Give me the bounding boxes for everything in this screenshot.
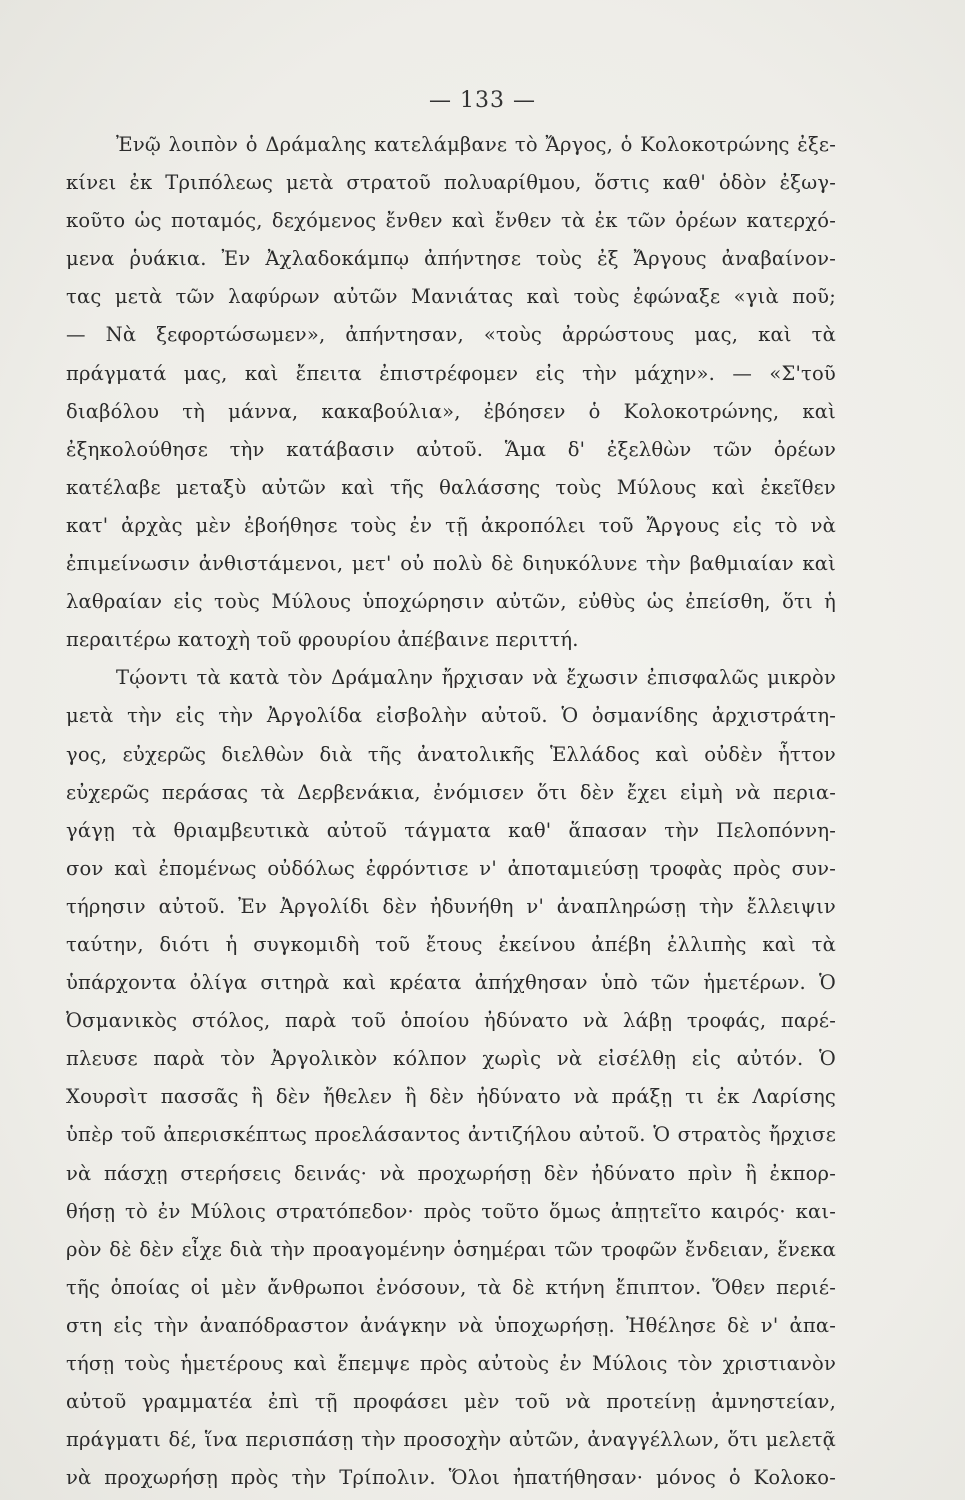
text-line: ἐξηκολούθησε τὴν κατάβασιν αὐτοῦ. Ἅμα δ' ἐξελθὼν τῶν ὀρέων bbox=[66, 437, 836, 461]
text-line: Τῴοντι τὰ κατὰ τὸν Δράμαλην ἤρχισαν νὰ ἔχωσιν ἐπισφαλῶς μικρὸν bbox=[116, 666, 836, 690]
text-line: νὰ πάσχῃ στερήσεις δεινάς· νὰ προχωρήσῃ δὲν ἠδύνατο πρὶν ἢ ἐκπορ- bbox=[66, 1161, 836, 1185]
text-line: ὑπάρχοντα ὀλίγα σιτηρὰ καὶ κρέατα ἀπήχθησαν ὑπὸ τῶν ἡμετέρων. Ὁ bbox=[66, 971, 836, 995]
text-line: διαβόλου τὴ μάννα, κακαβούλια», ἐβόησεν ὁ Κολοκοτρώνης, καὶ bbox=[66, 399, 836, 423]
text-line: στη εἰς τὴν ἀναπόδραστον ἀνάγκην νὰ ὑποχωρήσῃ. Ἠθέλησε δὲ ν' ἀπα- bbox=[66, 1313, 836, 1337]
text-line: λαθραίαν εἰς τοὺς Μύλους ὑποχώρησιν αὐτῶν, εὐθὺς ὡς ἐπείσθη, ὅτι ἡ bbox=[66, 590, 836, 614]
text-line: σον καὶ ἐπομένως οὐδόλως ἐφρόντισε ν' ἀποταμιεύσῃ τροφὰς πρὸς συν- bbox=[66, 856, 836, 880]
text-line: πράγματι δέ, ἵνα περισπάσῃ τὴν προσοχὴν αὐτῶν, ἀναγγέλλων, ὅτι μελετᾷ bbox=[66, 1428, 836, 1452]
text-line: ἐπιμείνωσιν ἀνθιστάμενοι, μετ' οὐ πολὺ δὲ διηυκόλυνε τὴν βαθμιαίαν καὶ bbox=[66, 552, 836, 576]
text-line: ὑπὲρ τοῦ ἀπερισκέπτως προελάσαντος ἀντιζήλου αὐτοῦ. Ὁ στρατὸς ἤρχισε bbox=[66, 1123, 836, 1147]
text-line: τήρησιν αὐτοῦ. Ἐν Ἀργολίδι δὲν ἠδυνήθη ν' ἀναπληρώσῃ τὴν ἔλλειψιν bbox=[66, 894, 836, 918]
text-line: θήσῃ τὸ ἐν Μύλοις στρατόπεδον· πρὸς τοῦτο ὅμως ἀπῃτεῖτο καιρός· και- bbox=[66, 1199, 836, 1223]
body-text bbox=[66, 126, 836, 1497]
text-line: τας μετὰ τῶν λαφύρων αὐτῶν Μανιάτας καὶ τοὺς ἐφώναξε «γιὰ ποῦ; bbox=[66, 285, 836, 309]
text-line: κίνει ἐκ Τριπόλεως μετὰ στρατοῦ πολυαρίθμου, ὅστις καθ' ὁδὸν ἐξωγ- bbox=[66, 171, 836, 195]
text-line: τήσῃ τοὺς ἡμετέρους καὶ ἔπεμψε πρὸς αὐτοὺς ἐν Μύλοις τὸν χριστιανὸν bbox=[66, 1352, 836, 1375]
text-line: νὰ προχωρήσῃ πρὸς τὴν Τρίπολιν. Ὅλοι ἠπατήθησαν· μόνος ὁ Κολοκο- bbox=[66, 1466, 836, 1490]
text-line: Ὀσμανικὸς στόλος, παρὰ τοῦ ὁποίου ἠδύνατο νὰ λάβῃ τροφάς, παρέ- bbox=[66, 1009, 836, 1033]
text-line: ρὸν δὲ δὲν εἶχε διὰ τὴν προαγομένην ὁσημέραι τῶν τροφῶν ἔνδειαν, ἕνεκα bbox=[66, 1237, 836, 1261]
text-line: γάγῃ τὰ θριαμβευτικὰ αὐτοῦ τάγματα καθ' ἅπασαν τὴν Πελοπόννη- bbox=[66, 818, 836, 842]
text-line: — Νὰ ξεφορτώσωμεν», ἀπήντησαν, «τοὺς ἀρρώστους μας, καὶ τὰ bbox=[66, 323, 836, 347]
text-line: ταύτην, διότι ἡ συγκομιδὴ τοῦ ἔτους ἐκείνου ἀπέβη ἐλλιπὴς καὶ τὰ bbox=[66, 932, 836, 956]
text-line: μενα ῥυάκια. Ἐν Ἀχλαδοκάμπῳ ἀπήντησε τοὺς ἐξ Ἄργους ἀναβαίνον- bbox=[66, 247, 836, 271]
text-line: τῆς ὁποίας οἱ μὲν ἄνθρωποι ἐνόσουν, τὰ δὲ κτήνη ἔπιπτον. Ὅθεν περιέ- bbox=[66, 1275, 836, 1299]
text-line: κοῦτο ὡς ποταμός, δεχόμενος ἔνθεν καὶ ἔνθεν τὰ ἐκ τῶν ὀρέων κατερχό- bbox=[66, 209, 836, 233]
text-line: γος, εὐχερῶς διελθὼν διὰ τῆς ἀνατολικῆς Ἑλλάδος καὶ οὐδὲν ἧττον bbox=[66, 742, 836, 766]
text-line: πλευσε παρὰ τὸν Ἀργολικὸν κόλπον χωρὶς νὰ εἰσέλθῃ εἰς αὐτόν. Ὁ bbox=[66, 1047, 836, 1071]
text-line: περαιτέρω κατοχὴ τοῦ φρουρίου ἀπέβαινε περιττή. bbox=[66, 628, 579, 652]
text-line: κατ' ἀρχὰς μὲν ἐβοήθησε τοὺς ἐν τῇ ἀκροπόλει τοῦ Ἄργους εἰς τὸ νὰ bbox=[66, 513, 836, 537]
text-line: Ἐνῷ λοιπὸν ὁ Δράμαλης κατελάμβανε τὸ Ἄργος, ὁ Κολοκοτρώνης ἐξε- bbox=[116, 133, 836, 156]
text-line: κατέλαβε μεταξὺ αὐτῶν καὶ τῆς θαλάσσης τοὺς Μύλους καὶ ἐκεῖθεν bbox=[66, 475, 836, 499]
text-line: αὐτοῦ γραμματέα ἐπὶ τῇ προφάσει μὲν τοῦ νὰ προτείνῃ ἀμνηστείαν, bbox=[66, 1390, 836, 1414]
text-line: πράγματά μας, καὶ ἔπειτα ἐπιστρέφομεν εἰς τὴν μάχην». — «Σ'τοῦ bbox=[66, 361, 836, 385]
text-line: εὐχερῶς περάσας τὰ Δερβενάκια, ἐνόμισεν ὅτι δὲν ἔχει εἰμὴ νὰ περια- bbox=[66, 780, 836, 804]
text-line: μετὰ τὴν εἰς τὴν Ἀργολίδα εἰσβολὴν αὐτοῦ. Ὁ ὀσμανίδης ἀρχιστράτη- bbox=[66, 704, 836, 728]
text-line: Χουρσὶτ πασσᾶς ἢ δὲν ἤθελεν ἢ δὲν ἠδύνατο νὰ πράξῃ τι ἐκ Λαρίσης bbox=[66, 1085, 836, 1109]
page-number: — 133 — bbox=[429, 88, 536, 113]
